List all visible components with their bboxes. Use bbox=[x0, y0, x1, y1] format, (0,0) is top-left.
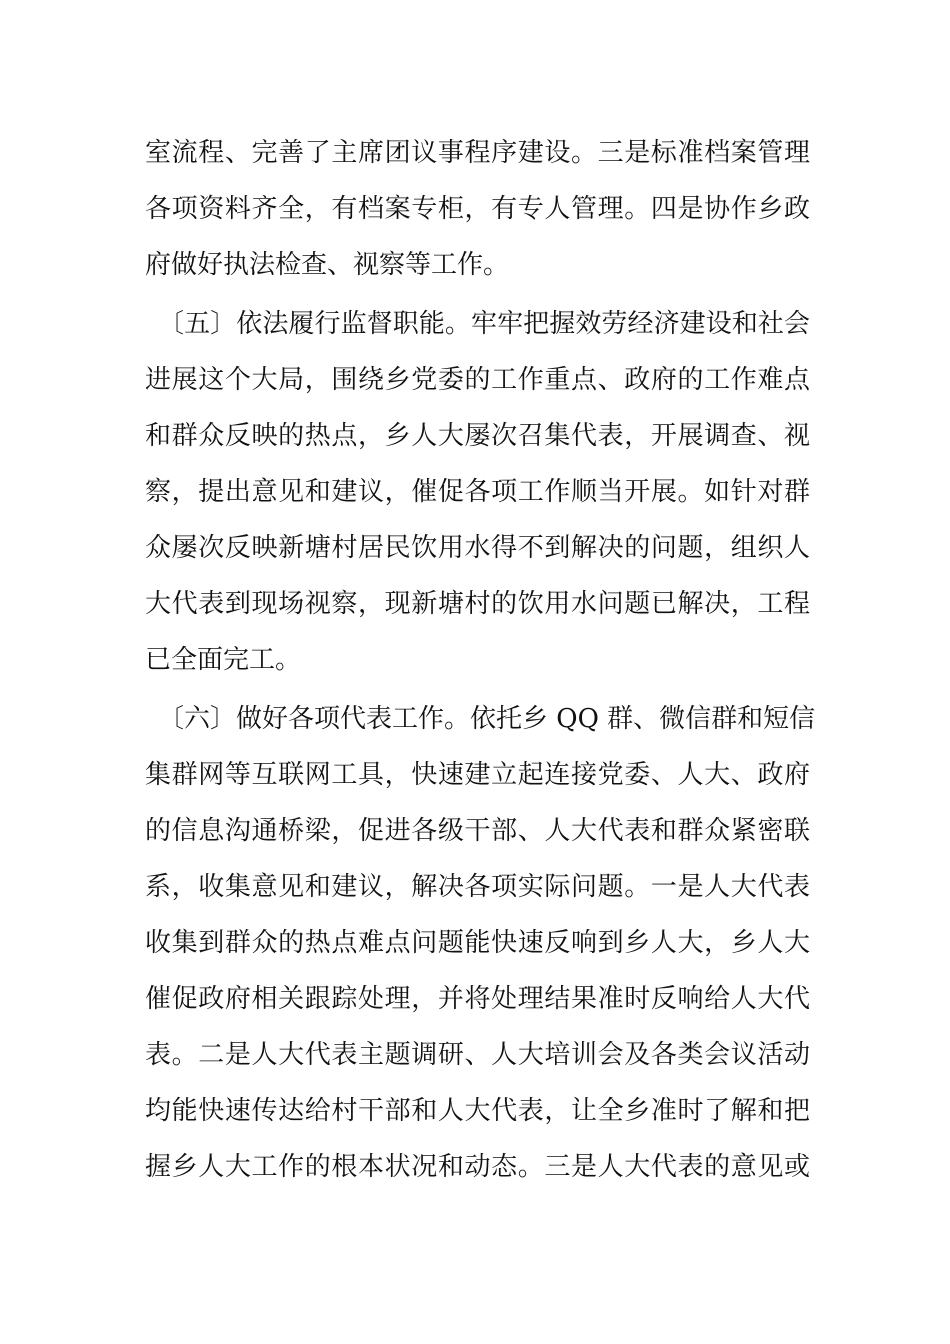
text-line: 各项资料齐全，有档案专柜，有专人管理。四是协作乡政 bbox=[145, 194, 810, 224]
section-heading-line: 〔五〕依法履行监督职能。牢牢把握效劳经济建设和社会 bbox=[158, 309, 810, 339]
text-line: 集群网等互联网工具，快速建立起连接党委、人大、政府 bbox=[145, 760, 810, 790]
text-line: 大代表到现场视察，现新塘村的饮用水问题已解决，工程 bbox=[145, 589, 810, 619]
section-heading-line: 〔六〕做好各项代表工作。依托乡 QQ 群、微信群和短信 bbox=[158, 704, 816, 734]
text-line: 的信息沟通桥梁，促进各级干部、人大代表和群众紧密联 bbox=[145, 816, 810, 846]
text-line: 表。二是人大代表主题调研、人大培训会及各类会议活动 bbox=[145, 1040, 810, 1070]
text-line: 已全面完工。 bbox=[145, 645, 302, 675]
text-line: 室流程、完善了主席团议事程序建设。三是标准档案管理 bbox=[145, 138, 810, 168]
text-line: 众屡次反映新塘村居民饮用水得不到解决的问题，组织人 bbox=[145, 533, 810, 563]
text-line: 握乡人大工作的根本状况和动态。三是人大代表的意见或 bbox=[145, 1152, 810, 1182]
text-line: 催促政府相关跟踪处理，并将处理结果准时反响给人大代 bbox=[145, 984, 810, 1014]
text-line: 收集到群众的热点难点问题能快速反响到乡人大，乡人大 bbox=[145, 928, 810, 958]
text-line: 进展这个大局，围绕乡党委的工作重点、政府的工作难点 bbox=[145, 365, 810, 395]
text-line: 均能快速传达给村干部和人大代表，让全乡准时了解和把 bbox=[145, 1096, 810, 1126]
text-line: 察，提出意见和建议，催促各项工作顺当开展。如针对群 bbox=[145, 477, 810, 507]
text-line: 和群众反映的热点，乡人大屡次召集代表，开展调查、视 bbox=[145, 421, 810, 451]
text-line: 府做好执法检查、视察等工作。 bbox=[145, 250, 510, 280]
text-line: 系，收集意见和建议，解决各项实际问题。一是人大代表 bbox=[145, 872, 810, 902]
